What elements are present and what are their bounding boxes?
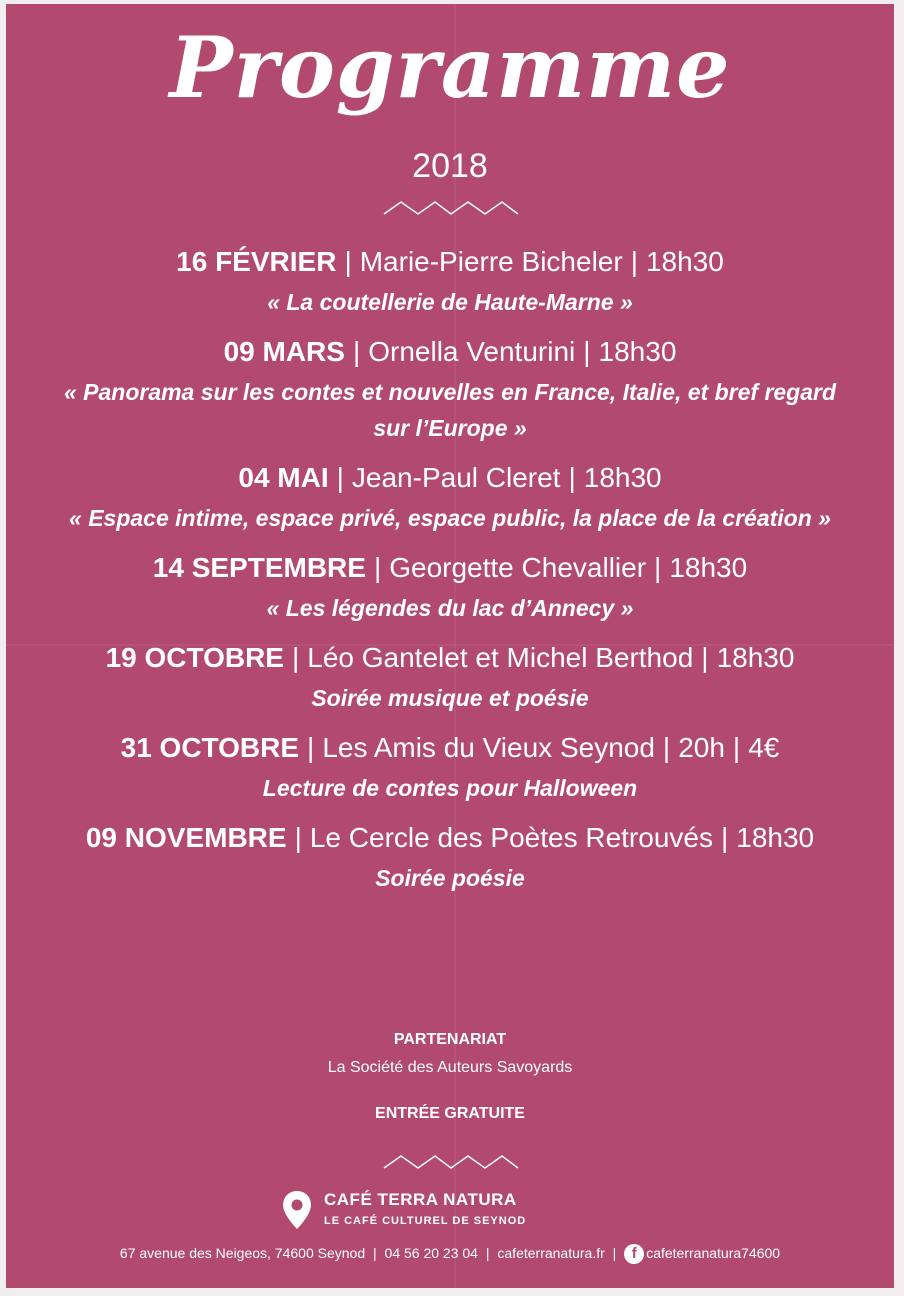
event-item	[6, 240, 894, 320]
event-speaker: Les Amis du Vieux Seynod	[322, 732, 655, 763]
event-description: « Panorama sur les contes et nouvelles en France, Italie, et bref regard sur l’Europe »	[63, 379, 837, 441]
event-time: 18h30	[669, 552, 748, 583]
separator: |	[352, 336, 361, 367]
event-speaker: Jean-Paul Cleret	[351, 462, 561, 493]
separator: |	[701, 642, 709, 673]
event-header-line	[6, 546, 894, 590]
event-price: 4€	[748, 732, 780, 763]
event-description: Soirée poésie	[375, 865, 525, 891]
separator: |	[654, 552, 662, 583]
separator: |	[291, 642, 300, 673]
separator: |	[720, 822, 729, 853]
separator: |	[662, 732, 671, 763]
event-speaker: Le Cercle des Poètes Retrouvés	[309, 822, 713, 853]
event-header-line	[6, 240, 894, 284]
event-description: « Les légendes du lac d’Annecy »	[266, 595, 634, 621]
separator: |	[732, 732, 741, 763]
event-speaker: Marie-Pierre Bicheler	[359, 246, 623, 277]
event-header-line	[6, 726, 894, 770]
events-list	[6, 240, 894, 906]
event-description: « La coutellerie de Haute-Marne »	[267, 289, 633, 315]
facebook-icon: f	[624, 1244, 644, 1264]
event-time: 18h30	[645, 246, 724, 277]
poster-title: Programme	[169, 18, 731, 117]
separator: |	[344, 246, 352, 277]
separator: |	[373, 552, 382, 583]
separator: |	[294, 822, 302, 853]
event-date: 09 MARS	[223, 336, 345, 367]
event-header-line	[6, 456, 894, 500]
event-date: 19 OCTOBRE	[105, 642, 284, 673]
event-header-line	[6, 816, 894, 860]
event-time: 18h30	[598, 336, 677, 367]
footer-contact	[6, 1240, 894, 1266]
venue-name: CAFÉ TERRA NATURA	[324, 1190, 517, 1209]
entry-free-label: ENTRÉE GRATUITE	[375, 1105, 525, 1122]
event-date: 16 FÉVRIER	[176, 246, 337, 277]
event-header-line	[6, 330, 894, 374]
event-date: 31 OCTOBRE	[120, 732, 300, 763]
event-item	[6, 636, 894, 716]
zigzag-divider-bottom	[382, 1150, 520, 1172]
event-item	[6, 546, 894, 626]
separator: |	[630, 246, 638, 277]
address: 67 avenue des Neigeos, 74600 Seynod	[119, 1245, 366, 1261]
event-speaker: Georgette Chevallier	[389, 552, 647, 583]
event-time: 18h30	[583, 462, 662, 493]
event-item	[6, 816, 894, 896]
separator: |	[612, 1245, 617, 1261]
phone-number: 04 56 20 23 04	[384, 1245, 478, 1261]
separator: |	[568, 462, 576, 493]
event-description: « Espace intime, espace privé, espace public, la place de la création »	[69, 505, 831, 531]
poster-year: 2018	[412, 147, 488, 185]
facebook-handle: cafeterranatura74600	[646, 1245, 781, 1261]
separator: |	[485, 1245, 490, 1261]
event-time: 20h	[678, 732, 725, 763]
programme-poster	[6, 4, 894, 1288]
event-date: 09 NOVEMBRE	[85, 822, 287, 853]
zigzag-divider-top	[382, 196, 520, 218]
event-speaker: Ornella Venturini	[368, 336, 576, 367]
venue-tagline: LE CAFÉ CULTUREL DE SEYNOD	[324, 1215, 527, 1227]
event-item	[6, 330, 894, 446]
event-date: 14 SEPTEMBRE	[152, 552, 366, 583]
separator: |	[336, 462, 344, 493]
separator: |	[373, 1245, 377, 1261]
separator: |	[583, 336, 591, 367]
event-date: 04 MAI	[238, 462, 329, 493]
event-time: 18h30	[736, 822, 815, 853]
event-description: Soirée musique et poésie	[311, 685, 589, 711]
event-item	[6, 726, 894, 806]
venue-block	[282, 1188, 682, 1236]
separator: |	[307, 732, 315, 763]
website: cafeterranatura.fr	[497, 1245, 605, 1261]
event-speaker: Léo Gantelet et Michel Berthod	[307, 642, 694, 673]
partner-title: PARTENARIAT	[393, 1031, 507, 1048]
event-header-line	[6, 636, 894, 680]
partner-name: La Société des Auteurs Savoyards	[327, 1059, 573, 1076]
location-pin-icon	[282, 1190, 312, 1230]
event-item	[6, 456, 894, 536]
event-time: 18h30	[716, 642, 795, 673]
event-description: Lecture de contes pour Halloween	[262, 775, 638, 801]
